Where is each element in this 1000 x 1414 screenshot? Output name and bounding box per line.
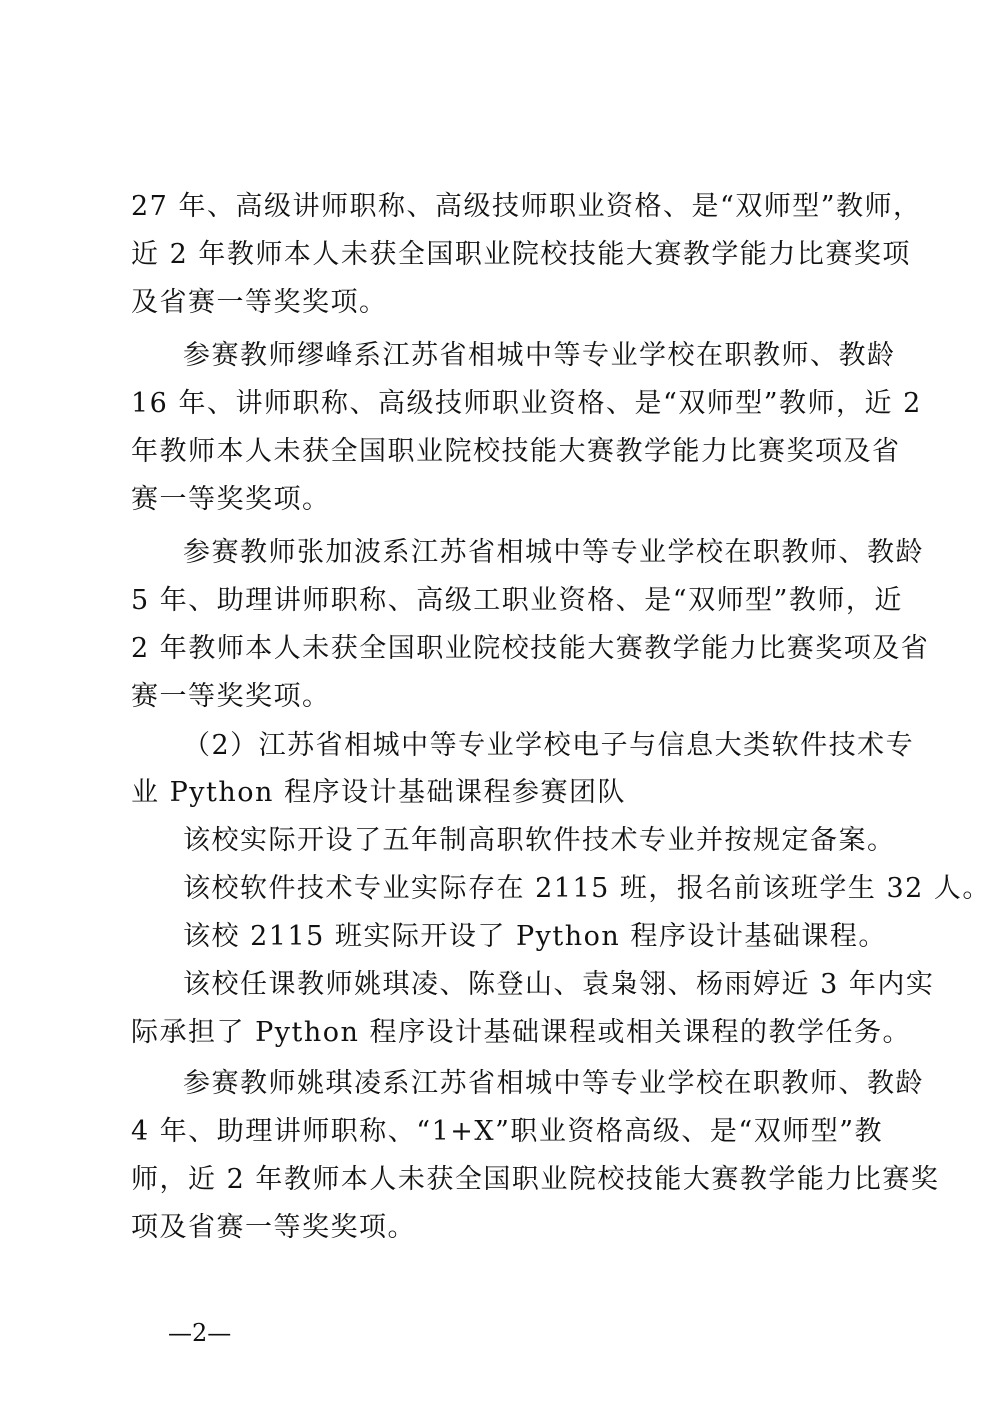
- text-line: 5 年、助理讲师职称、高级工职业资格、是“双师型”教师，近: [131, 585, 903, 616]
- section-heading: （2）江苏省相城中等专业学校电子与信息大类软件技术专: [183, 730, 915, 761]
- section-heading-continued: 业 Python 程序设计基础课程参赛团队: [131, 777, 626, 808]
- text-line: 参赛教师姚琪凌系江苏省相城中等专业学校在职教师、教龄: [183, 1068, 924, 1099]
- text-line: 及省赛一等奖奖项。: [131, 287, 388, 318]
- text-line: 该校 2115 班实际开设了 Python 程序设计基础课程。: [183, 921, 887, 952]
- text-line: 16 年、讲师职称、高级技师职业资格、是“双师型”教师，近 2: [131, 388, 922, 419]
- text-line: 2 年教师本人未获全国职业院校技能大赛教学能力比赛奖项及省: [131, 633, 930, 664]
- text-line: 赛一等奖奖项。: [131, 484, 331, 515]
- text-line: 赛一等奖奖项。: [131, 681, 331, 712]
- text-line: 参赛教师张加波系江苏省相城中等专业学校在职教师、教龄: [183, 537, 924, 568]
- text-line: 项及省赛一等奖奖项。: [131, 1212, 416, 1243]
- text-line: 27 年、高级讲师职称、高级技师职业资格、是“双师型”教师，: [131, 191, 922, 222]
- text-line: 师，近 2 年教师本人未获全国职业院校技能大赛教学能力比赛奖: [131, 1164, 940, 1195]
- text-line: 该校实际开设了五年制高职软件技术专业并按规定备案。: [183, 825, 896, 856]
- text-line: 参赛教师缪峰系江苏省相城中等专业学校在职教师、教龄: [183, 340, 896, 371]
- page-number: —2—: [168, 1319, 232, 1347]
- text-line: 际承担了 Python 程序设计基础课程或相关课程的教学任务。: [131, 1017, 911, 1048]
- text-line: 该校任课教师姚琪凌、陈登山、袁枭翎、杨雨婷近 3 年内实: [183, 969, 935, 1000]
- text-line: 年教师本人未获全国职业院校技能大赛教学能力比赛奖项及省: [131, 436, 901, 467]
- text-line: 4 年、助理讲师职称、“1+X”职业资格高级、是“双师型”教: [131, 1116, 883, 1147]
- text-line: 该校软件技术专业实际存在 2115 班，报名前该班学生 32 人。: [183, 873, 991, 904]
- text-line: 近 2 年教师本人未获全国职业院校技能大赛教学能力比赛奖项: [131, 239, 911, 270]
